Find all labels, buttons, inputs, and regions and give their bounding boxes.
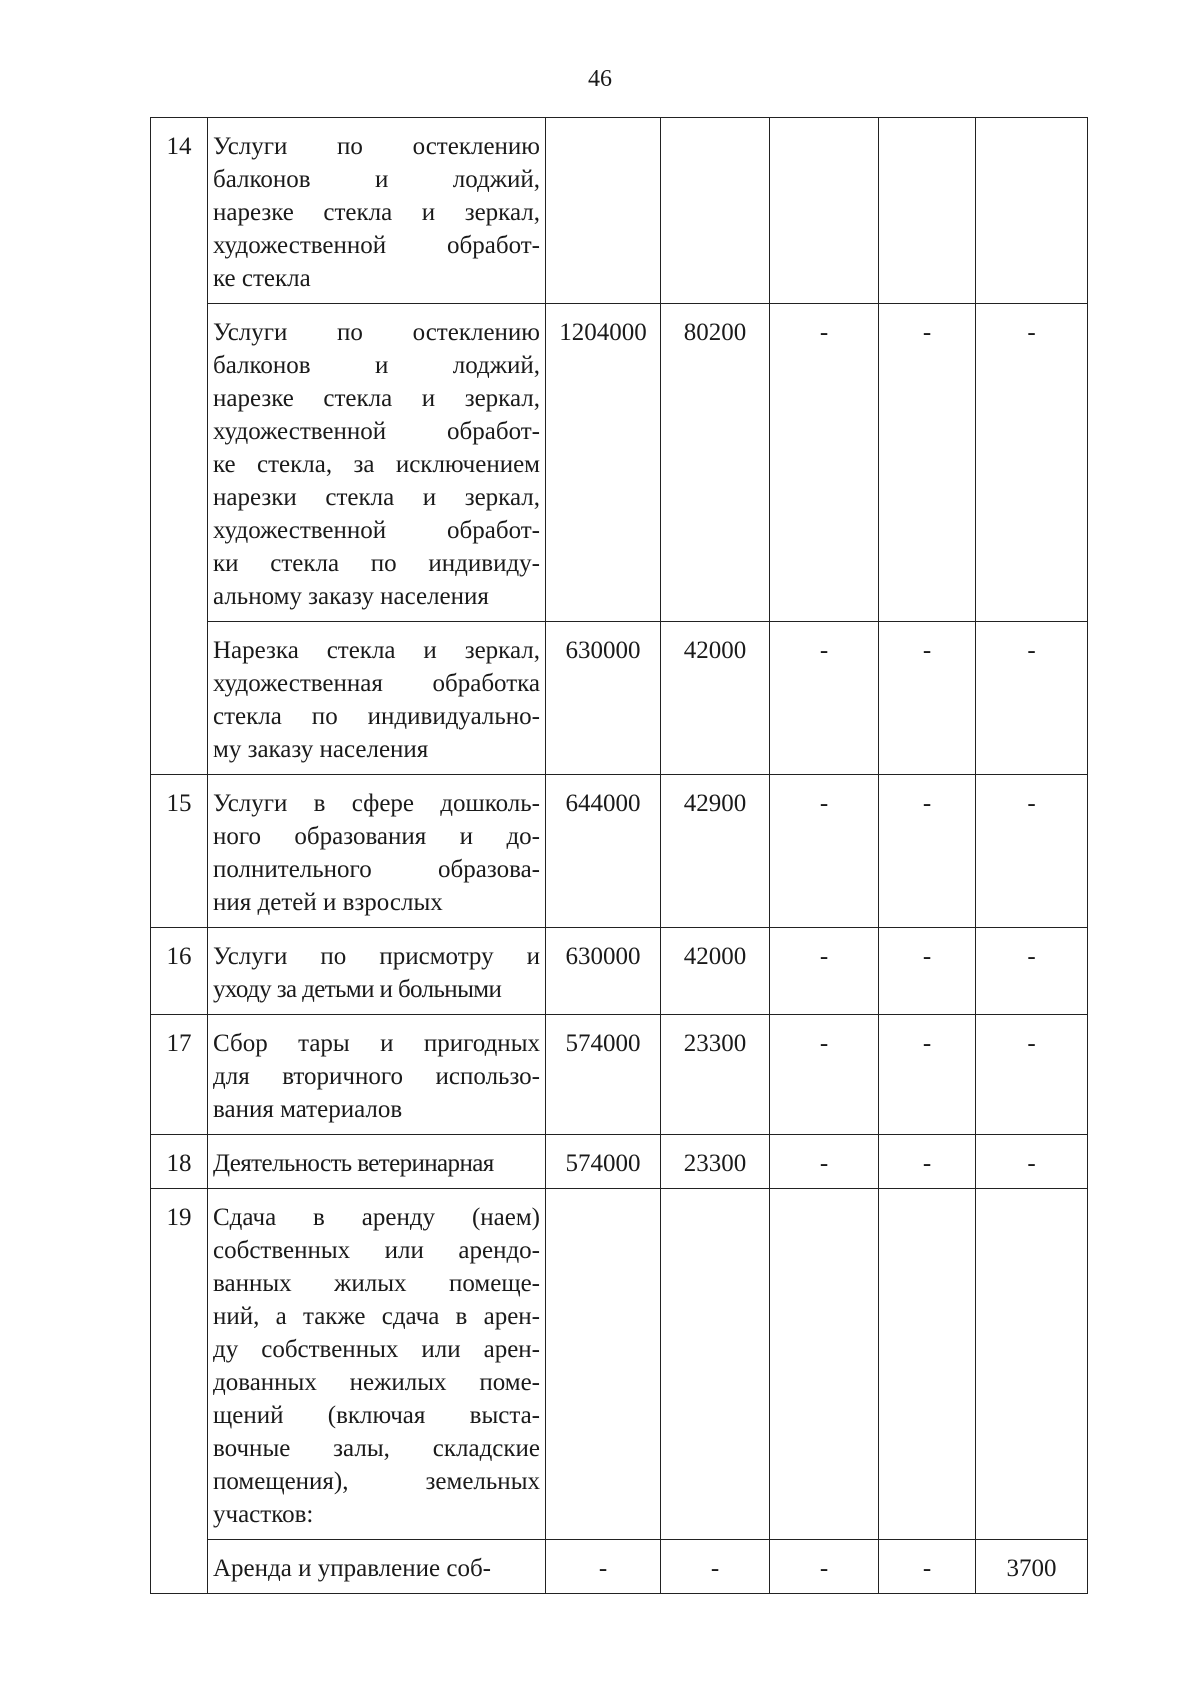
value-cell: - <box>976 1135 1088 1189</box>
row-number: 16 <box>151 928 208 1015</box>
row-description <box>208 1015 546 1135</box>
value-cell: - <box>976 775 1088 928</box>
desc-line: уходу за детьми и больными <box>213 976 502 1003</box>
desc-line: нарезки стекла и зеркал, <box>213 484 540 511</box>
desc-line: Сбор тары и пригодных <box>213 1030 540 1057</box>
value-cell: 42000 <box>661 622 770 775</box>
row-description <box>208 1135 546 1189</box>
value-cell: 630000 <box>546 622 661 775</box>
value-cell <box>879 1189 976 1540</box>
desc-line: Сдача в аренду (наем) <box>213 1204 540 1231</box>
value-cell <box>770 1189 879 1540</box>
desc-line: Услуги по остеклению <box>213 133 540 160</box>
value-cell: 80200 <box>661 304 770 622</box>
value-cell: - <box>976 304 1088 622</box>
desc-line: ного образования и до- <box>213 823 540 850</box>
desc-line: нарезке стекла и зеркал, <box>213 199 540 226</box>
desc-line: участков: <box>213 1501 314 1528</box>
table-row <box>151 775 1088 928</box>
table-row <box>151 928 1088 1015</box>
desc-line: ке стекла <box>213 265 311 292</box>
desc-line: ний, а также сдача в арен- <box>213 1303 540 1330</box>
value-cell: 3700 <box>976 1540 1088 1594</box>
table-row <box>151 1015 1088 1135</box>
desc-line: для вторичного использо- <box>213 1063 540 1090</box>
value-cell: - <box>879 1015 976 1135</box>
value-cell: 574000 <box>546 1135 661 1189</box>
desc-line: Услуги по присмотру и <box>213 943 540 970</box>
value-cell: - <box>770 1135 879 1189</box>
value-cell <box>976 1189 1088 1540</box>
value-cell: - <box>879 1135 976 1189</box>
desc-line: балконов и лоджий, <box>213 166 540 193</box>
row-description <box>208 118 546 304</box>
table-row <box>151 1540 1088 1594</box>
value-cell: 42900 <box>661 775 770 928</box>
row-description <box>208 928 546 1015</box>
row-description <box>208 622 546 775</box>
value-cell: - <box>879 1540 976 1594</box>
page-number: 46 <box>588 66 612 92</box>
desc-line: помещения), земельных <box>213 1468 540 1495</box>
desc-line: ки стекла по индивиду- <box>213 550 540 577</box>
value-cell: - <box>770 775 879 928</box>
desc-line: нарезке стекла и зеркал, <box>213 385 540 412</box>
value-cell: - <box>976 622 1088 775</box>
value-cell: - <box>976 1015 1088 1135</box>
desc-line: Деятельность ветеринарная <box>213 1150 494 1177</box>
desc-line: вочные залы, складские <box>213 1435 540 1462</box>
value-cell <box>661 1189 770 1540</box>
row-number: 18 <box>151 1135 208 1189</box>
value-cell: - <box>770 928 879 1015</box>
desc-line: ванных жилых помеще- <box>213 1270 540 1297</box>
desc-line: стекла по индивидуально- <box>213 703 540 730</box>
desc-line: ду собственных или арен- <box>213 1336 540 1363</box>
value-cell <box>770 118 879 304</box>
desc-line: вания материалов <box>213 1096 403 1123</box>
value-cell: - <box>976 928 1088 1015</box>
services-table <box>150 117 1088 1594</box>
desc-line: Услуги по остеклению <box>213 319 540 346</box>
value-cell <box>879 118 976 304</box>
table-row <box>151 1135 1088 1189</box>
row-description <box>208 1540 546 1594</box>
value-cell: 630000 <box>546 928 661 1015</box>
value-cell: 23300 <box>661 1015 770 1135</box>
value-cell: - <box>661 1540 770 1594</box>
desc-line: художественной обработ- <box>213 517 540 544</box>
desc-line: художественной обработ- <box>213 232 540 259</box>
row-description <box>208 775 546 928</box>
desc-line: собственных или арендо- <box>213 1237 540 1264</box>
value-cell <box>546 118 661 304</box>
desc-line: дованных нежилых поме- <box>213 1369 540 1396</box>
value-cell: - <box>879 304 976 622</box>
value-cell: 42000 <box>661 928 770 1015</box>
value-cell: - <box>770 304 879 622</box>
desc-line: художественной обработ- <box>213 418 540 445</box>
value-cell <box>661 118 770 304</box>
table-row <box>151 1189 1088 1540</box>
desc-line: Нарезка стекла и зеркал, <box>213 637 540 664</box>
value-cell: - <box>879 622 976 775</box>
value-cell <box>546 1189 661 1540</box>
row-number: 15 <box>151 775 208 928</box>
desc-line: ния детей и взрослых <box>213 889 443 916</box>
value-cell: 23300 <box>661 1135 770 1189</box>
value-cell: - <box>879 928 976 1015</box>
row-number: 17 <box>151 1015 208 1135</box>
value-cell <box>976 118 1088 304</box>
desc-line: Услуги в сфере дошколь- <box>213 790 540 817</box>
desc-line: Аренда и управление соб- <box>213 1555 491 1582</box>
value-cell: - <box>546 1540 661 1594</box>
row-number: 19 <box>151 1189 208 1594</box>
desc-line: щений (включая выста- <box>213 1402 540 1429</box>
desc-line: альному заказу населения <box>213 583 489 610</box>
desc-line: балконов и лоджий, <box>213 352 540 379</box>
desc-line: художественная обработка <box>213 670 540 697</box>
table-row <box>151 622 1088 775</box>
row-description <box>208 1189 546 1540</box>
row-description <box>208 304 546 622</box>
value-cell: 574000 <box>546 1015 661 1135</box>
value-cell: 1204000 <box>546 304 661 622</box>
desc-line: ке стекла, за исключением <box>213 451 540 478</box>
desc-line: му заказу населения <box>213 736 429 763</box>
value-cell: 644000 <box>546 775 661 928</box>
value-cell: - <box>770 1015 879 1135</box>
row-number: 14 <box>151 118 208 775</box>
table-row <box>151 118 1088 304</box>
value-cell: - <box>879 775 976 928</box>
value-cell: - <box>770 622 879 775</box>
table-row <box>151 304 1088 622</box>
desc-line: полнительного образова- <box>213 856 540 883</box>
value-cell: - <box>770 1540 879 1594</box>
